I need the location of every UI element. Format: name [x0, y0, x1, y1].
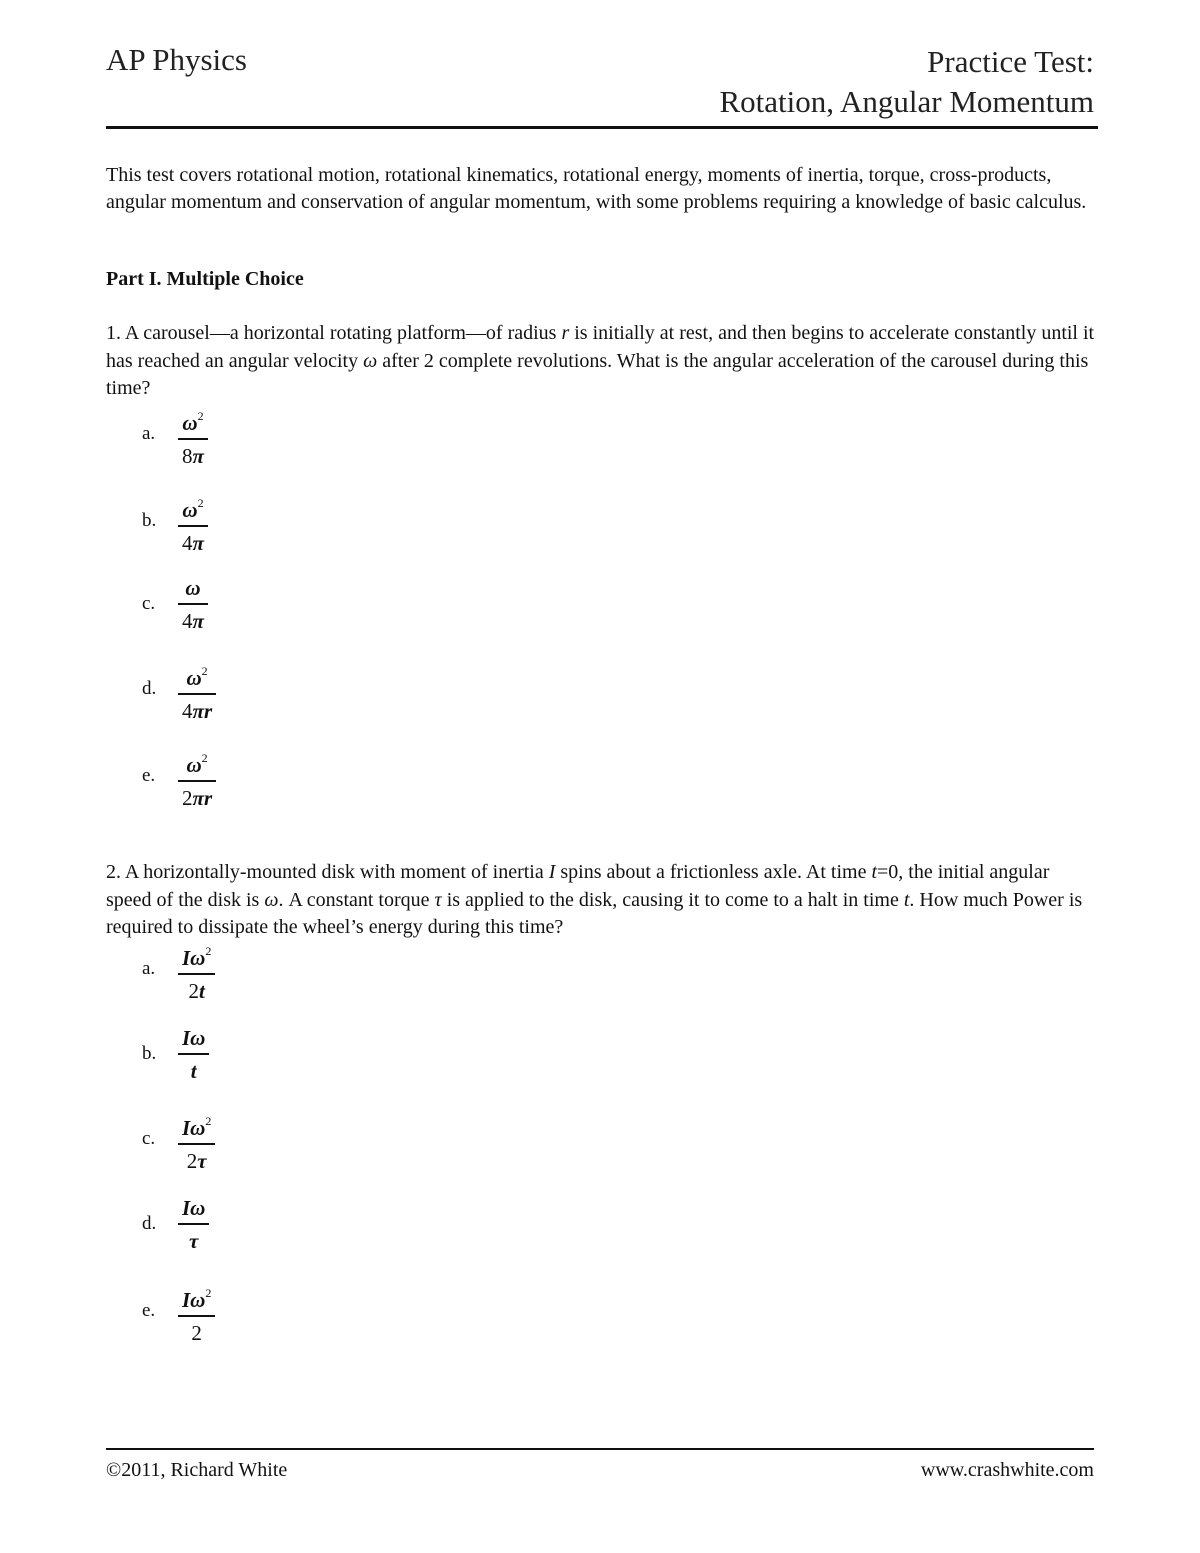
fraction-denominator [178, 1320, 215, 1346]
footer-copyright: ©2011, Richard White [106, 1459, 288, 1481]
fraction-numerator [178, 940, 215, 971]
fraction-bar [178, 973, 215, 975]
numerator-exponent: 2 [201, 664, 208, 678]
fraction-bar [178, 438, 208, 440]
question-variable: t [871, 861, 878, 883]
header-divider [106, 126, 1098, 129]
question-variable: ω [363, 349, 378, 372]
footer-divider [106, 1448, 1094, 1450]
numerator-base: ω [185, 576, 201, 600]
choice-letter: e. [142, 1300, 156, 1321]
fraction-denominator [178, 1148, 215, 1174]
fraction-denominator [178, 443, 208, 469]
fraction-denominator [178, 1058, 209, 1084]
choice-letter: b. [142, 510, 157, 531]
question-text-segment: is initially at rest, and then begins to accelerate constantly until it has reached an angular velocity [106, 322, 1095, 372]
question-variable: ω [264, 888, 279, 911]
numerator-base: Iω [182, 1196, 206, 1220]
denominator-coefficient: 8 [182, 443, 193, 468]
fraction-bar [178, 1223, 209, 1225]
fraction-denominator [178, 978, 215, 1004]
denominator-variable: π [192, 608, 204, 633]
numerator-base: Iω [182, 1288, 206, 1312]
denominator-variable: t [199, 978, 205, 1003]
numerator-base: Iω [182, 946, 206, 970]
question-variable: t [903, 888, 910, 911]
question-variable: τ [434, 888, 442, 911]
choice-letter: d. [142, 1213, 157, 1234]
fraction-numerator [178, 1025, 209, 1051]
fraction-numerator [178, 1195, 209, 1221]
fraction-numerator [178, 660, 216, 691]
fraction-bar [178, 525, 208, 527]
question-variable: I [548, 861, 556, 883]
choice-letter: a. [142, 423, 156, 444]
fraction [178, 940, 215, 1004]
fraction-numerator [178, 575, 208, 601]
denominator-coefficient: 2 [182, 785, 193, 810]
fraction-denominator [178, 785, 216, 811]
question-text-segment: spins about a frictionless axle. At time [555, 861, 872, 883]
denominator-coefficient: 4 [182, 530, 193, 555]
fraction [178, 575, 208, 634]
fraction-numerator [178, 1282, 215, 1313]
denominator-coefficient: 4 [182, 698, 193, 723]
question-text-segment: after 2 complete revolutions. What is the angular acceleration of the carousel during this time? [106, 349, 1089, 399]
header-title-line2: Rotation, Angular Momentum [719, 84, 1094, 119]
fraction-numerator [178, 405, 208, 436]
fraction-denominator [178, 698, 216, 724]
numerator-exponent: 2 [205, 1114, 212, 1128]
question-variable: r [561, 322, 570, 344]
fraction [178, 1282, 215, 1346]
denominator-variable: τ [189, 1228, 199, 1253]
denominator-variable: πr [192, 698, 213, 723]
denominator-variable: π [192, 530, 204, 555]
choice-letter: d. [142, 678, 157, 699]
question-1-text [106, 320, 1096, 403]
fraction-denominator [178, 608, 208, 634]
part-title: Part I. Multiple Choice [106, 268, 304, 290]
choice-letter: a. [142, 958, 156, 979]
numerator-base: ω [182, 411, 198, 435]
fraction-denominator [178, 1228, 209, 1254]
header-title-line1: Practice Test: [927, 44, 1094, 79]
numerator-base: ω [186, 753, 202, 777]
numerator-exponent: 2 [197, 496, 204, 510]
fraction [178, 405, 208, 469]
numerator-exponent: 2 [205, 1286, 212, 1300]
choice-letter: b. [142, 1043, 157, 1064]
numerator-exponent: 2 [201, 751, 208, 765]
fraction-bar [178, 603, 208, 605]
fraction-numerator [178, 747, 216, 778]
choice-letter: c. [142, 593, 156, 614]
denominator-coefficient: 2 [188, 978, 199, 1003]
fraction [178, 660, 216, 724]
fraction [178, 492, 208, 556]
numerator-base: Iω [182, 1116, 206, 1140]
footer-website: www.crashwhite.com [920, 1459, 1094, 1481]
denominator-coefficient: 2 [186, 1148, 198, 1173]
numerator-base: Iω [182, 1026, 206, 1050]
numerator-base: ω [182, 498, 198, 522]
header-title [719, 42, 1094, 122]
choice-letter: c. [142, 1128, 156, 1149]
question-2-text [106, 859, 1096, 942]
fraction [178, 1110, 215, 1174]
question-text-segment: =0, the initial angular speed of the disk is [106, 861, 1050, 911]
choice-letter: e. [142, 765, 156, 786]
fraction-bar [178, 693, 216, 695]
fraction-bar [178, 1053, 209, 1055]
fraction-bar [178, 780, 216, 782]
fraction-bar [178, 1315, 215, 1317]
fraction-denominator [178, 530, 208, 556]
fraction [178, 1195, 209, 1254]
fraction-bar [178, 1143, 215, 1145]
fraction [178, 747, 216, 811]
question-text-segment: . A constant torque [278, 888, 435, 911]
denominator-variable: πr [192, 785, 213, 810]
numerator-base: ω [186, 666, 202, 690]
denominator-variable: t [190, 1058, 197, 1083]
fraction-numerator [178, 492, 208, 523]
fraction-numerator [178, 1110, 215, 1141]
question-text-segment: . How much Power is required to dissipate the wheel’s energy during this time? [106, 888, 1083, 938]
denominator-variable: π [192, 443, 204, 468]
intro-paragraph: This test covers rotational motion, rotational kinematics, rotational energy, moments of inertia, torque, cross-products, angular momentum and conservation of angular momentum, with some problems requiring a knowledge of basic calculus. [106, 164, 1087, 213]
numerator-exponent: 2 [205, 944, 212, 958]
numerator-exponent: 2 [197, 409, 204, 423]
header-subject: AP Physics [106, 42, 247, 77]
denominator-coefficient: 4 [182, 608, 193, 633]
question-text-segment: 2. A horizontally-mounted disk with moment of inertia [106, 861, 549, 883]
denominator-variable: τ [197, 1148, 207, 1173]
question-text-segment: is applied to the disk, causing it to come to a halt in time [441, 888, 904, 911]
fraction [178, 1025, 209, 1084]
denominator-coefficient: 2 [191, 1320, 202, 1345]
question-text-segment: 1. A carousel—a horizontal rotating platform—of radius [106, 322, 562, 344]
